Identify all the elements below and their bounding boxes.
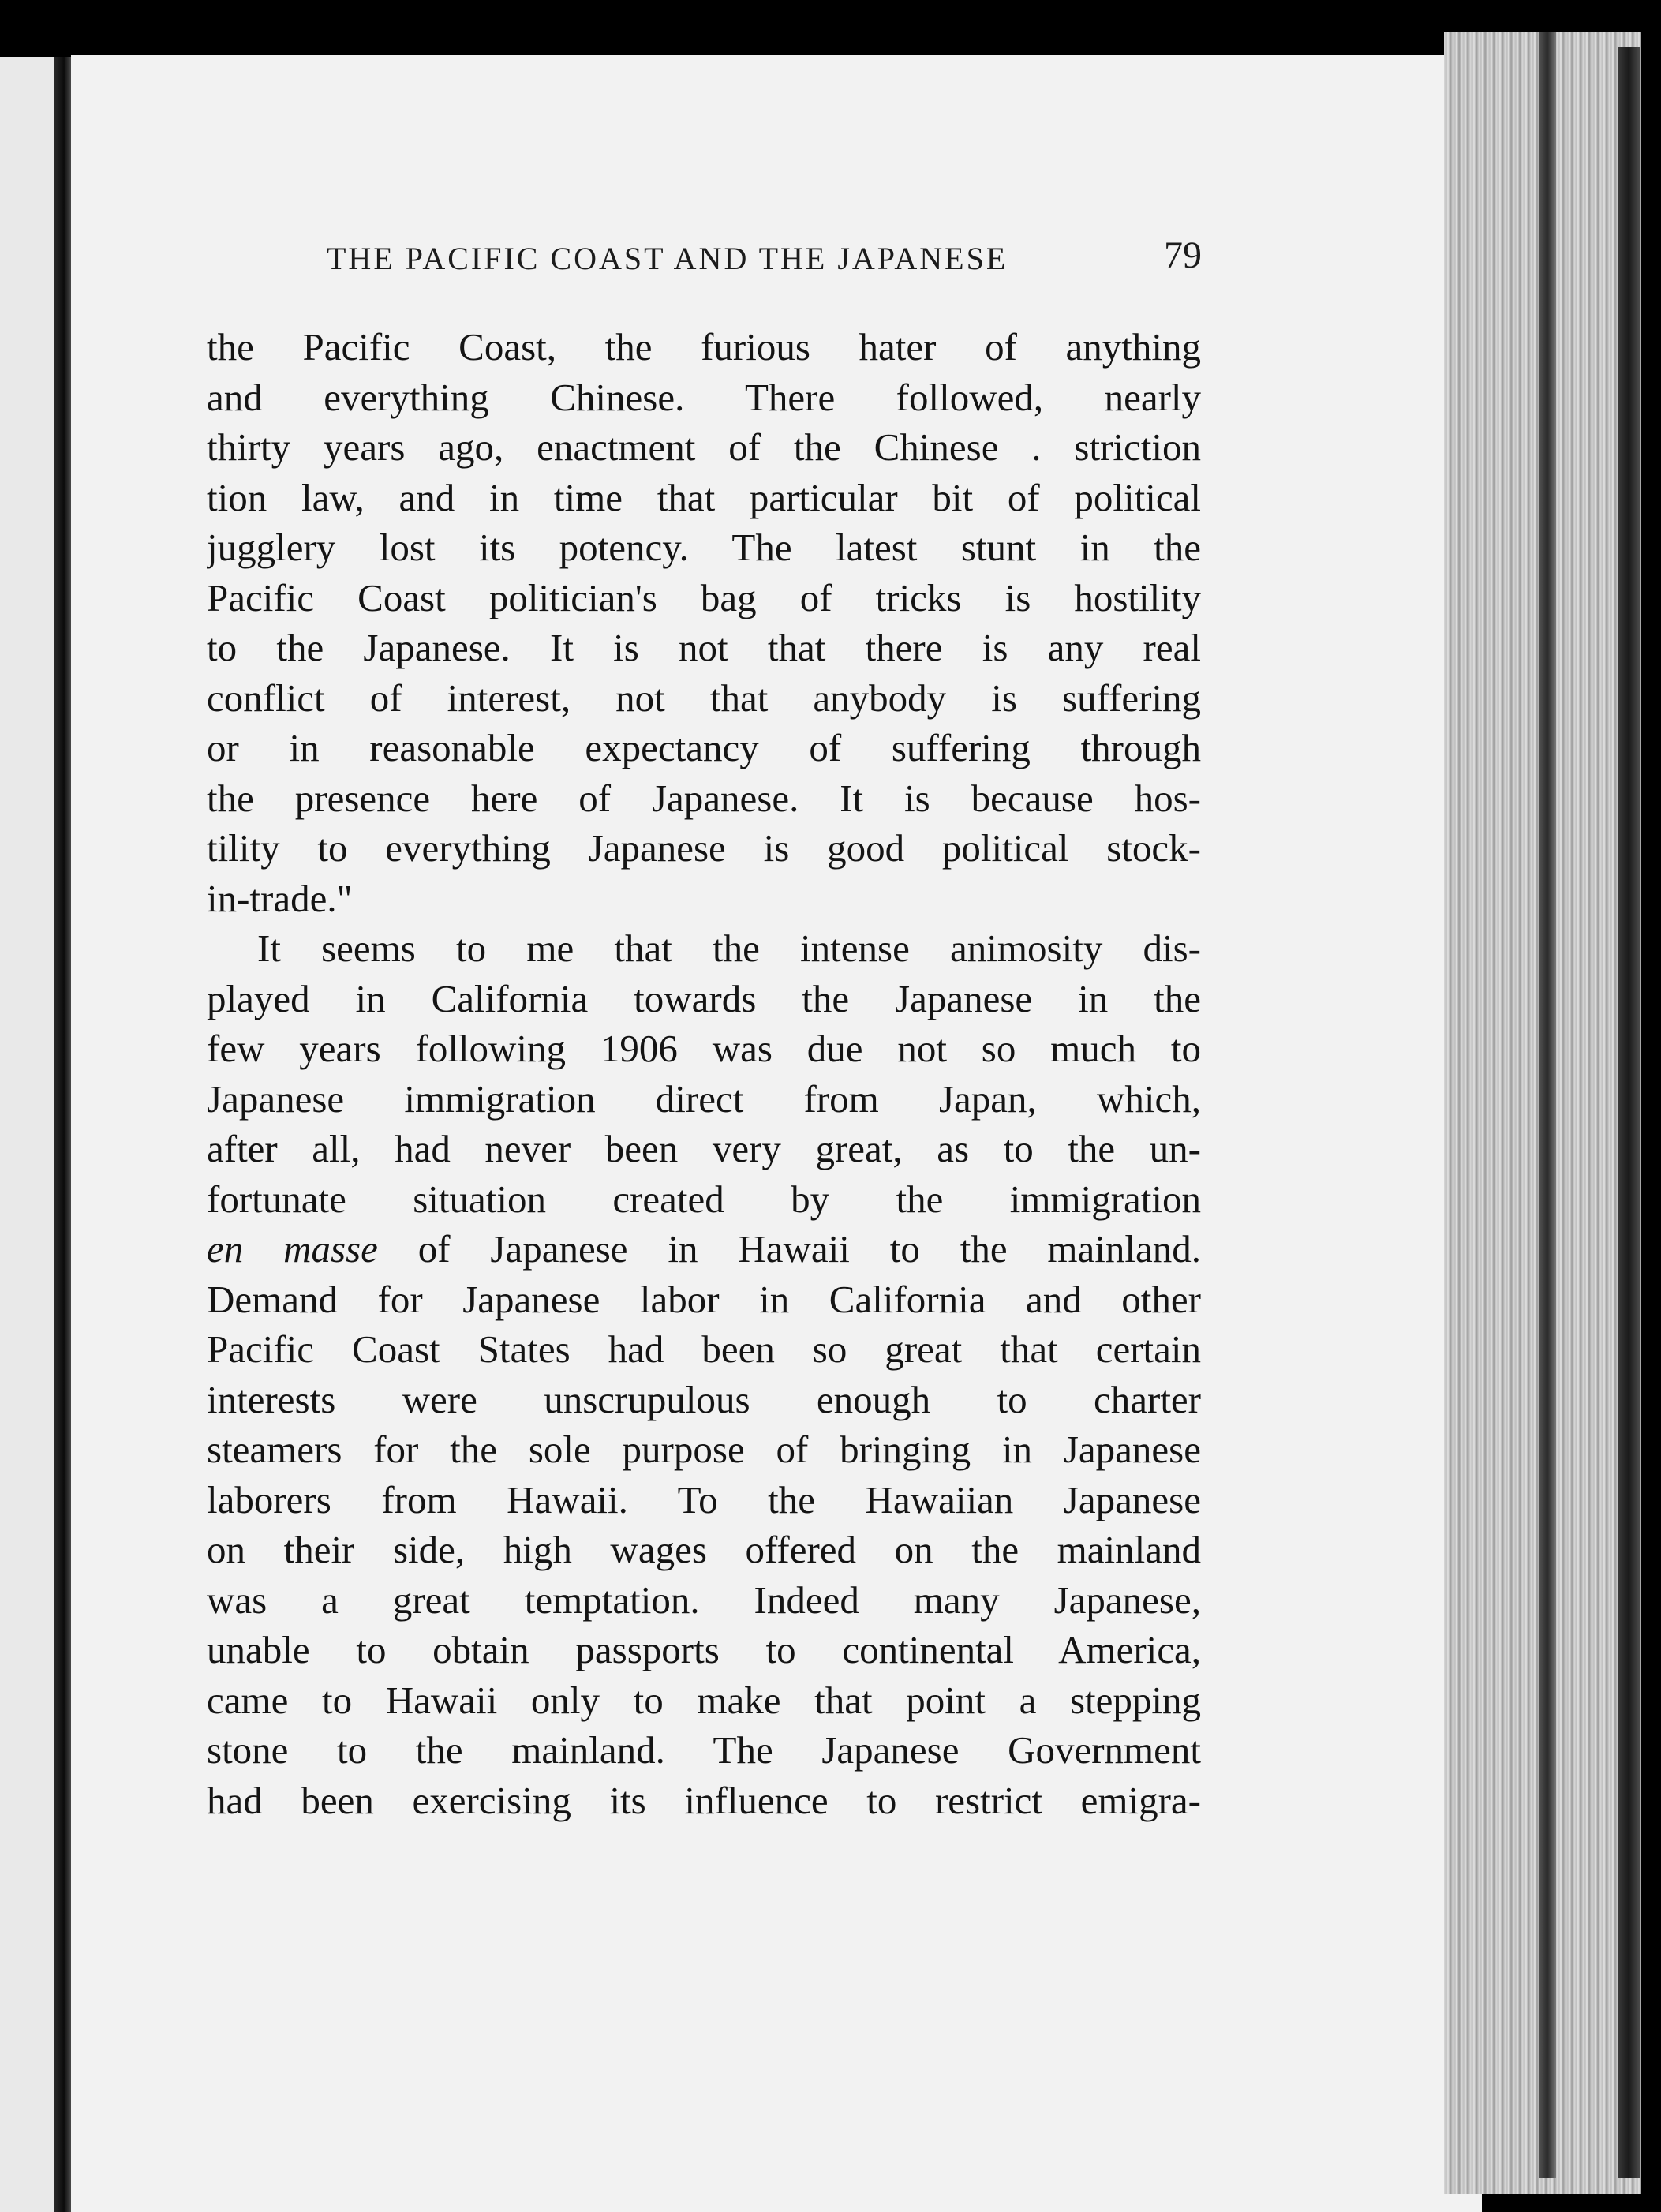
text-line: conflict of interest, not that anybody is suffering — [207, 676, 1201, 720]
paragraph-first-line: It seems to me that the intense animosity dis- — [257, 926, 1201, 970]
text-line: steamers for the sole purpose of bringing in Japanese — [207, 1428, 1201, 1471]
text-line: Japanese immigration direct from Japan, which, — [207, 1076, 1201, 1121]
facing-page-edge — [0, 57, 54, 2212]
scan-border — [1641, 0, 1661, 2212]
binding-shadow — [1539, 32, 1556, 2178]
text-line: was a great temptation. Indeed many Japanese, — [207, 1578, 1201, 1622]
book-gutter — [54, 57, 71, 2212]
text-line: the presence here of Japanese. It is because hos- — [207, 776, 1201, 820]
text-line: unable to obtain passports to continental America, — [207, 1628, 1201, 1671]
text-line: stone to the mainland. The Japanese Government — [207, 1728, 1201, 1772]
text-line: played in California towards the Japanese in the — [207, 976, 1201, 1020]
text-line: fortunate situation created by the immigration — [207, 1177, 1201, 1221]
text-line: thirty years ago, enactment of the Chinese . striction — [207, 425, 1201, 469]
text-line: Pacific Coast States had been so great that certain — [207, 1327, 1201, 1371]
text-line — [207, 1224, 1201, 1274]
text-line: on their side, high wages offered on the mainland — [207, 1528, 1201, 1571]
running-head-title: THE PACIFIC COAST AND THE JAPANESE — [327, 241, 1008, 276]
text-line: the Pacific Coast, the furious hater of anything — [207, 325, 1201, 369]
binding-shadow — [1618, 47, 1640, 2178]
text-line: Pacific Coast politician's bag of tricks is hostility — [207, 575, 1201, 619]
body-text — [207, 322, 1201, 1825]
text-line: or in reasonable expectancy of suffering through — [207, 726, 1201, 769]
text-line: tion law, and in time that particular bit of political — [207, 475, 1201, 519]
text-line: came to Hawaii only to make that point a stepping — [207, 1678, 1201, 1722]
text-line: few years following 1906 was due not so much to — [207, 1027, 1201, 1070]
text-line: to the Japanese. It is not that there is any real — [207, 626, 1201, 669]
text-segment: of Japanese in Hawaii to the mainland. — [417, 1227, 1201, 1271]
page-number: 79 — [1164, 234, 1202, 276]
text-line: after all, had never been very great, as to the un- — [207, 1127, 1201, 1170]
text-line: jugglery lost its potency. The latest stunt in the — [207, 526, 1201, 569]
text-line: laborers from Hawaii. To the Hawaiian Japanese — [207, 1477, 1201, 1521]
italic-phrase: en masse — [207, 1227, 378, 1271]
text-line: had been exercising its influence to restrict emigra- — [207, 1778, 1201, 1822]
text-line: interests were unscrupulous enough to charter — [207, 1377, 1201, 1421]
text-line: Demand for Japanese labor in California and other — [207, 1277, 1201, 1321]
text-line: and everything Chinese. There followed, nearly — [207, 375, 1201, 419]
text-line: tility to everything Japanese is good political stock- — [207, 826, 1201, 870]
text-line: in-trade." — [207, 876, 353, 920]
